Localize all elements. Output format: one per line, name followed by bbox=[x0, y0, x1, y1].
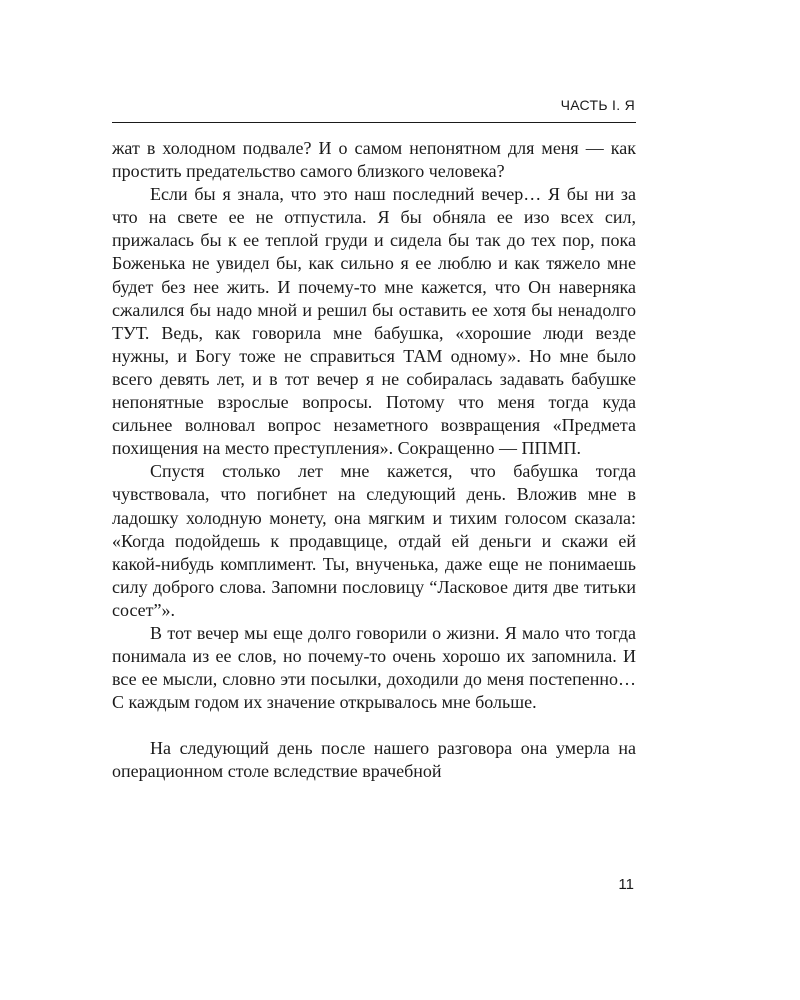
header-rule bbox=[112, 122, 636, 123]
paragraph: Если бы я знала, что это наш последний вечер… Я бы ни за что на свете ее не отпустила. Я бы обняла ее изо всех сил, прижалась бы к ее теплой груди и сидела бы так до тех пор, пока Боженька не увидел бы, как сильно я ее люблю и как тяжело мне будет без нее жить. И почему-то мне кажется, что Он наверняка сжалился бы надо мной и решил бы оставить ее хотя бы ненадолго ТУТ. Ведь, как говорила мне бабушка, «хорошие люди везде нужны, и Богу тоже не справиться ТАМ одному». Но мне было всего девять лет, и в тот вечер я не собиралась задавать бабушке непонятные взрослые вопросы. Потому что меня тогда куда сильнее волновал вопрос незаметного возвращения «Предмета похищения на место преступления». Сокращенно — ППМП. bbox=[112, 184, 636, 459]
page-number: 11 bbox=[618, 876, 634, 893]
running-head: ЧАСТЬ I. Я bbox=[560, 97, 635, 113]
paragraph: жат в холодном подвале? И о самом непонятном для меня — как простить предательство самого близкого человека? bbox=[112, 138, 636, 182]
section-break bbox=[112, 714, 636, 737]
paragraph: В тот вечер мы еще долго говорили о жизни. Я мало что тогда понимала из ее слов, но почему-то очень хорошо их запомнила. И все ее мысли, словно эти посылки, доходили до меня постепенно… С каждым годом их значение открывалось мне больше. bbox=[112, 622, 636, 713]
body-text bbox=[112, 137, 636, 784]
paragraph: На следующий день после нашего разговора она умерла на операционном столе вследствие врачебной bbox=[112, 738, 636, 782]
paragraph: Спустя столько лет мне кажется, что бабушка тогда чувствовала, что погибнет на следующий день. Вложив мне в ладошку холодную монету, она мягким и тихим голосом сказала: «Когда подойдешь к продавщице, отдай ей деньги и скажи ей какой-нибудь комплимент. Ты, внученька, даже еще не понимаешь силу доброго слова. Запомни пословицу “Ласковое дитя две титьки сосет”». bbox=[112, 461, 636, 620]
